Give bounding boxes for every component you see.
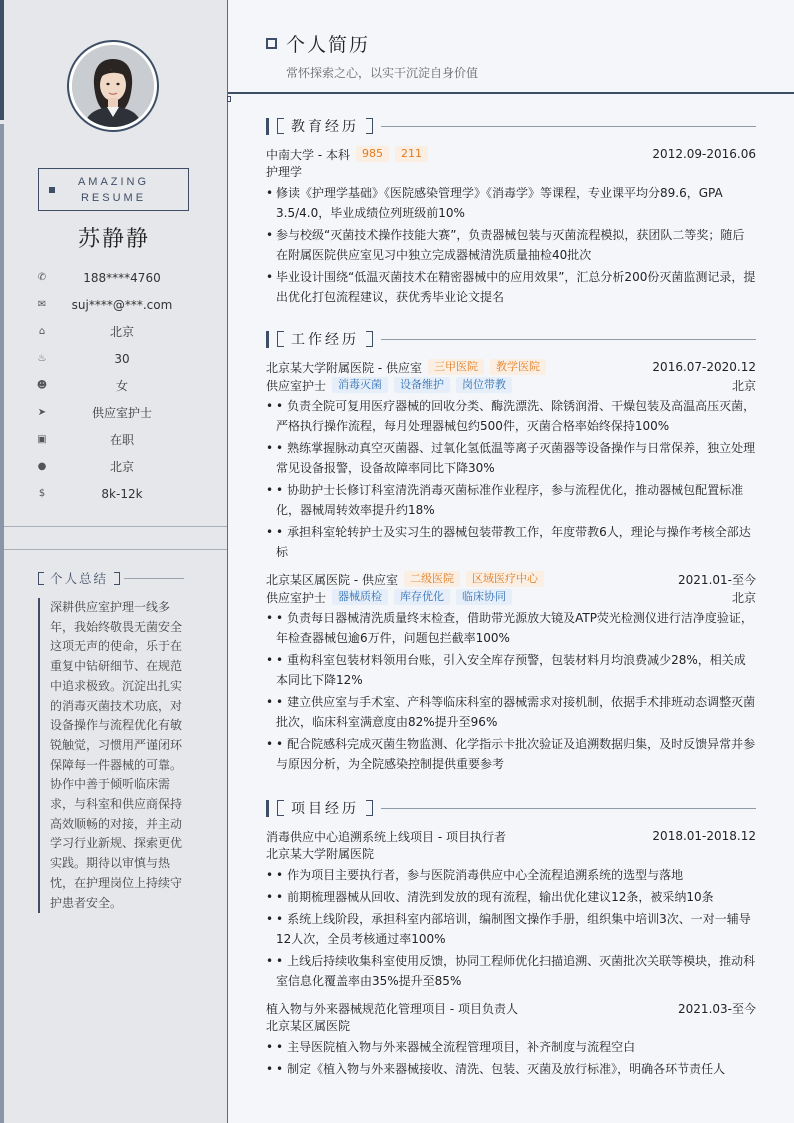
school-name: 中南大学 - 本科 xyxy=(266,147,350,162)
project-name: 消毒供应中心追溯系统上线项目 - 项目执行者 xyxy=(266,829,506,844)
banner-line1: AMAZING xyxy=(77,175,150,188)
list-item: • • 熟练掌握脉动真空灭菌器、过氧化氢低温等离子灭菌器等设备操作与日常保养，独立处理常见设备报警，设备故障率同比下降30% xyxy=(266,438,756,478)
org-tag: 三甲医院 xyxy=(428,359,484,375)
org-tag: 二级医院 xyxy=(404,571,460,587)
bracket-right-icon xyxy=(366,331,373,347)
project-entry-2 xyxy=(266,999,756,1079)
age-value: 30 xyxy=(114,351,130,366)
section-heading-education xyxy=(266,116,756,136)
heading-rule xyxy=(381,808,756,809)
amazing-resume-banner xyxy=(38,168,189,211)
info-row-location xyxy=(36,453,208,480)
job-city: 北京 xyxy=(731,378,756,393)
project-org: 北京某大学附属医院 xyxy=(266,847,375,861)
job-role-row xyxy=(266,588,756,606)
portrait-image xyxy=(72,45,154,127)
work-entry-2 xyxy=(266,570,756,774)
list-item: • • 负责全院可复用医疗器械的回收分类、酶洗漂洗、除锈润滑、干燥包装及高温高压灭菌，严格执行操作流程，每月处理器械包约500件，灭菌合格率始终保持100% xyxy=(266,396,756,436)
summary-title: 个人总结 xyxy=(50,571,109,586)
project-entry-1 xyxy=(266,827,756,991)
list-item: • • 重构科室包装材料领用台账，引入安全库存预警，包装材料月均浪费减少28%，相关成本同比下降12% xyxy=(266,650,756,690)
job-org: 北京某大学附属医院 - 供应室 xyxy=(266,360,422,375)
section-heading-projects xyxy=(266,798,756,818)
job-status-value: 在职 xyxy=(109,433,134,447)
sidebar xyxy=(0,0,228,1123)
section-bar-icon xyxy=(266,331,269,348)
list-item: • • 上线后持续收集科室使用反馈，协同工程师优化扫描追溯、灭菌批次关联等模块，推动科室信息化覆盖率由35%提升至85% xyxy=(266,951,756,991)
heading-rule xyxy=(381,126,756,127)
skill-tag: 临床协同 xyxy=(456,589,512,605)
sidebar-divider xyxy=(4,526,227,527)
tag-211: 211 xyxy=(395,146,428,162)
project-date: 2021.03-至今 xyxy=(678,1001,756,1016)
job-send-icon: ➤ xyxy=(37,406,47,418)
project-points xyxy=(266,865,756,991)
sidebar-edge-accent-lower xyxy=(0,124,4,1123)
summary-text: 深耕供应室护理一线多年，我始终敬畏无菌安全这项无声的使命，乐于在重复中钻研细节、在规范中追求极致。沉淀出扎实的消毒灭菌技术功底，对设备操作与流程优化有敏锐触觉，习惯用严谨闭环保障每一件器械的可靠。协作中善于倾听临床需求，与科室和供应商保持高效顺畅的对接，并主动学习行业新规、探索更优实践。期待以审慎与热忱，在护理岗位上持续守护患者安全。 xyxy=(38,598,188,913)
email-icon: ✉ xyxy=(37,298,47,310)
salary-value: 8k-12k xyxy=(101,486,143,501)
banner-square-icon xyxy=(49,187,55,193)
job-date: 2021.01-至今 xyxy=(678,572,756,587)
list-item: • 参与校级“灭菌技术操作技能大赛”，负责器械包装与灭菌流程模拟，获团队二等奖；随后在附属医院供应室见习中独立完成器械清洗质量抽检40批次 xyxy=(266,225,756,265)
bracket-right-icon xyxy=(366,118,373,134)
email-value: suj****@***.com xyxy=(71,297,173,312)
job-role: 供应室护士 xyxy=(266,590,327,605)
list-item: • • 系统上线阶段，承担科室内部培训，编制图文操作手册，组织集中培训3次、一对一辅导12人次，全员考核通过率100% xyxy=(266,909,756,949)
status-briefcase-icon: ▣ xyxy=(37,433,47,445)
education-points xyxy=(266,183,756,307)
heading-rule xyxy=(381,339,756,340)
job-org: 北京某区属医院 - 供应室 xyxy=(266,572,398,587)
section-heading-work xyxy=(266,329,756,349)
sidebar-edge-accent xyxy=(0,0,4,120)
bracket-right-icon xyxy=(114,572,120,585)
tag-985: 985 xyxy=(356,146,389,162)
info-row-status xyxy=(36,426,208,453)
bracket-left-icon xyxy=(277,118,284,134)
section-title: 工作经历 xyxy=(291,332,359,348)
list-item: • • 配合院感科完成灭菌生物监测、化学指示卡批次验证及追溯数据归集，及时反馈异常并参与原因分析，为全院感染控制提供重要参考 xyxy=(266,734,756,774)
header-rule-marker xyxy=(227,96,231,102)
list-item: • • 主导医院植入物与外来器械全流程管理项目，补齐制度与流程空白 xyxy=(266,1037,756,1057)
job-header-row xyxy=(266,358,756,376)
tagline: 常怀探索之心，以实干沉淀自身价值 xyxy=(286,66,479,80)
avatar xyxy=(67,40,159,132)
info-row-gender xyxy=(36,372,208,399)
org-tag: 区域医疗中心 xyxy=(466,571,544,587)
info-row-email xyxy=(36,291,208,318)
skill-tag: 设备维护 xyxy=(394,377,450,393)
bracket-left-icon xyxy=(277,800,284,816)
list-item: • 毕业设计围绕“低温灭菌技术在精密器械中的应用效果”，汇总分析200份灭菌监测记录，提出优化打包流程建议，获优秀毕业论文提名 xyxy=(266,267,756,307)
major: 护理学 xyxy=(266,165,303,179)
project-date: 2018.01-2018.12 xyxy=(652,829,756,843)
gender-icon: ☻ xyxy=(36,379,48,391)
phone-icon: ✆ xyxy=(37,271,47,283)
section-bar-icon xyxy=(266,118,269,135)
list-item: • • 协助护士长修订科室清洗消毒灭菌标准作业程序，参与流程优化，推动器械包配置标准化，器械周转效率提升约18% xyxy=(266,480,756,520)
skill-tag: 岗位带教 xyxy=(456,377,512,393)
banner-line2: RESUME xyxy=(80,191,147,204)
job-header-row xyxy=(266,570,756,588)
sidebar-divider xyxy=(4,549,227,550)
org-tag: 教学医院 xyxy=(490,359,546,375)
heading-rule xyxy=(124,578,184,579)
candidate-name: 苏静静 xyxy=(77,227,150,252)
info-row-hometown xyxy=(36,318,208,345)
education-header-row xyxy=(266,145,756,163)
list-item: • • 承担科室轮转护士及实习生的器械包装带教工作，年度带教6人，理论与操作考核全部达标 xyxy=(266,522,756,562)
work-entry-1 xyxy=(266,358,756,562)
job-points xyxy=(266,608,756,774)
skill-tag: 器械质检 xyxy=(332,589,388,605)
location-pin-icon: ● xyxy=(37,460,47,472)
section-title: 项目经历 xyxy=(291,801,359,817)
skill-tag: 消毒灭菌 xyxy=(332,377,388,393)
list-item: • • 建立供应室与手术室、产科等临床科室的器械需求对接机制，依据手术排班动态调整灭菌批次，临床科室满意度由82%提升至96% xyxy=(266,692,756,732)
section-bar-icon xyxy=(266,800,269,817)
contact-info-list xyxy=(36,264,208,507)
avatar-photo xyxy=(72,45,154,127)
project-header-row xyxy=(266,999,756,1017)
job-role-row xyxy=(266,376,756,394)
section-title: 教育经历 xyxy=(291,119,359,135)
job-role: 供应室护士 xyxy=(266,378,327,393)
job-points xyxy=(266,396,756,562)
home-icon: ⌂ xyxy=(38,325,46,337)
education-date: 2012.09-2016.06 xyxy=(652,147,756,161)
info-row-salary xyxy=(36,480,208,507)
list-item: • • 制定《植入物与外来器械接收、清洗、包装、灭菌及放行标准》，明确各环节责任人 xyxy=(266,1059,756,1079)
info-row-phone xyxy=(36,264,208,291)
list-item: • • 前期梳理器械从回收、清洗到发放的现有流程，输出优化建议12条，被采纳10条 xyxy=(266,887,756,907)
info-row-age xyxy=(36,345,208,372)
hometown-value: 北京 xyxy=(109,325,134,339)
salary-icon: $ xyxy=(38,487,46,499)
bracket-right-icon xyxy=(366,800,373,816)
project-header-row xyxy=(266,827,756,845)
summary-heading xyxy=(38,569,184,587)
education-entry xyxy=(266,145,756,307)
list-item: • 修读《护理学基础》《医院感染管理学》《消毒学》等课程，专业课平均分89.6，GPA 3.5/4.0，毕业成绩位列班级前10% xyxy=(266,183,756,223)
project-name: 植入物与外来器械规范化管理项目 - 项目负责人 xyxy=(266,1001,518,1016)
resume-title xyxy=(266,30,370,57)
age-cake-icon: ♨ xyxy=(37,352,47,364)
info-row-target-job xyxy=(36,399,208,426)
page-title: 个人简历 xyxy=(286,34,371,56)
gender-value: 女 xyxy=(115,379,128,393)
list-item: • • 作为项目主要执行者，参与医院消毒供应中心全流程追溯系统的选型与落地 xyxy=(266,865,756,885)
project-org: 北京某区属医院 xyxy=(266,1019,351,1033)
header-rule xyxy=(228,92,794,94)
list-item: • • 负责每日器械清洗质量终末检查，借助带光源放大镜及ATP荧光检测仪进行洁净度验证，年检查器械包逾6万件，问题包拦截率100% xyxy=(266,608,756,648)
skill-tag: 库存优化 xyxy=(394,589,450,605)
phone-value: 188****4760 xyxy=(83,270,161,285)
title-square-icon xyxy=(266,38,277,49)
bracket-left-icon xyxy=(277,331,284,347)
project-points xyxy=(266,1037,756,1079)
job-city: 北京 xyxy=(731,590,756,605)
job-date: 2016.07-2020.12 xyxy=(652,360,756,374)
target-job-value: 供应室护士 xyxy=(91,406,152,420)
location-value: 北京 xyxy=(109,460,134,474)
